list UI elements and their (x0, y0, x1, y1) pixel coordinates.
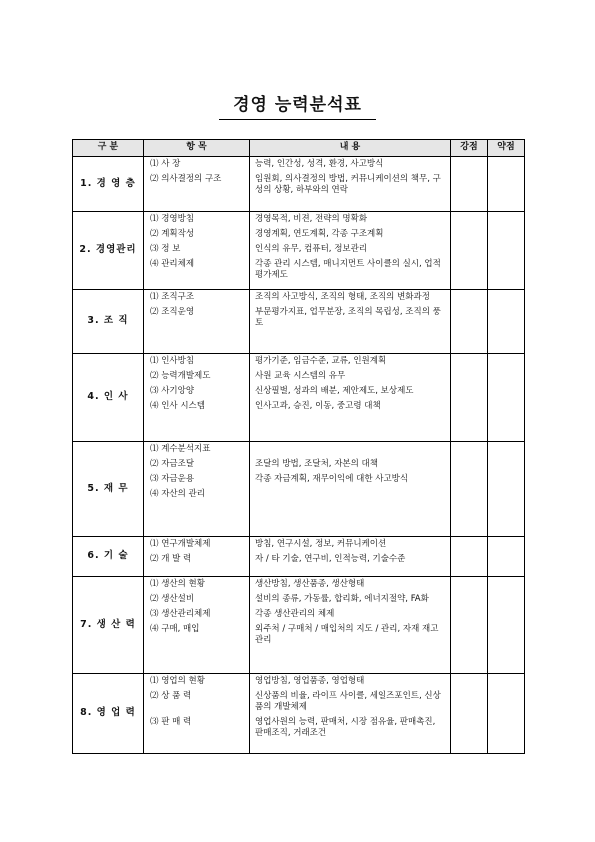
item-content: 자 / 타 기술, 연구비, 인적능력, 기술수준 (255, 554, 406, 564)
weakness-cell[interactable] (488, 442, 525, 537)
header-category: 구 분 (73, 140, 144, 157)
item-content (250, 487, 450, 502)
item-label: ⑴ 사 장 (150, 159, 181, 169)
item-label: ⑴ 영업의 현황 (150, 676, 205, 686)
section-items (144, 290, 250, 354)
item-label: ⑴ 경영방침 (150, 214, 195, 224)
weakness-cell[interactable] (488, 212, 525, 290)
item-content: 인사고과, 승진, 이동, 중고령 대책 (255, 401, 381, 411)
weakness-cell[interactable] (488, 537, 525, 577)
item-content: 조직의 사고방식, 조직의 형태, 조직의 변화과정 (255, 292, 430, 302)
item-label: ⑴ 연구개발체제 (150, 539, 211, 549)
section-items (144, 577, 250, 674)
item-label: ⑵ 상 품 력 (150, 691, 192, 701)
item-content: 부문평가지표, 업무분장, 조직의 목립성, 조직의 풍토 (255, 307, 441, 329)
item-label: ⑷ 구매, 매입 (150, 624, 200, 634)
section-contents (250, 674, 451, 754)
item-label: ⑵ 의사결정의 구조 (150, 174, 222, 184)
item-content: 인식의 유무, 컴퓨터, 정보관리 (255, 244, 368, 254)
section-items (144, 354, 250, 442)
section-row (73, 354, 525, 442)
section-row (73, 674, 525, 754)
item-content: 각종 생산관리의 체제 (255, 609, 335, 619)
section-row (73, 157, 525, 212)
item-label: ⑷ 관리체제 (150, 259, 195, 269)
strength-cell[interactable] (451, 212, 488, 290)
section-category: 8. 영 업 력 (73, 674, 144, 754)
item-label: ⑷ 자산의 관리 (150, 489, 205, 499)
table-body (73, 157, 525, 754)
item-content: 각종 관리 시스템, 매니지먼트 사이클의 실시, 업적평가제도 (255, 259, 441, 281)
analysis-table (72, 139, 525, 754)
item-label: ⑶ 판 매 력 (150, 717, 192, 727)
section-contents (250, 354, 451, 442)
document-title: 경영 능력분석표 (219, 90, 376, 120)
section-contents (250, 290, 451, 354)
item-content: 생산방침, 생산품종, 생산형태 (255, 579, 365, 589)
item-content: 평가기준, 임금수준, 교류, 인원계획 (255, 356, 387, 366)
strength-cell[interactable] (451, 577, 488, 674)
section-row (73, 290, 525, 354)
section-row (73, 212, 525, 290)
section-items (144, 442, 250, 537)
item-content: 경영목적, 비젼, 전략의 명확화 (255, 214, 368, 224)
section-contents (250, 157, 451, 212)
item-label: ⑵ 능력개발제도 (150, 371, 211, 381)
section-items (144, 674, 250, 754)
item-label: ⑶ 자금운용 (150, 474, 195, 484)
item-content: 임원회, 의사결정의 방법, 커뮤니케이션의 책무, 구성의 상황, 하부와의 연락 (255, 174, 441, 196)
section-contents (250, 442, 451, 537)
item-label: ⑷ 인사 시스템 (150, 401, 205, 411)
weakness-cell[interactable] (488, 577, 525, 674)
item-label: ⑵ 계획작성 (150, 229, 195, 239)
section-contents (250, 212, 451, 290)
item-label: ⑶ 생산관리체제 (150, 609, 211, 619)
item-content: 영업방침, 영업품종, 영업형태 (255, 676, 365, 686)
item-content: 영업사원의 능력, 판매처, 시장 점유율, 판매촉진, 판매조직, 거래조건 (255, 717, 436, 739)
section-items (144, 537, 250, 577)
section-category: 6. 기 술 (73, 537, 144, 577)
weakness-cell[interactable] (488, 157, 525, 212)
header-strength: 강점 (451, 140, 488, 157)
item-label: ⑵ 조직운영 (150, 307, 195, 317)
section-items (144, 212, 250, 290)
item-content: 신상필벌, 성과의 배분, 제안제도, 보상제도 (255, 386, 414, 396)
strength-cell[interactable] (451, 290, 488, 354)
item-content: 경영계획, 연도계획, 각종 구조계획 (255, 229, 384, 239)
strength-cell[interactable] (451, 157, 488, 212)
weakness-cell[interactable] (488, 290, 525, 354)
section-category: 4. 인 사 (73, 354, 144, 442)
header-item: 항 목 (144, 140, 250, 157)
item-content: 방침, 연구시설, 정보, 커뮤니케이션 (255, 539, 387, 549)
item-label: ⑶ 사기앙양 (150, 386, 195, 396)
header-weakness: 약점 (488, 140, 525, 157)
strength-cell[interactable] (451, 354, 488, 442)
item-content: 외주처 / 구매처 / 매입처의 지도 / 관리, 자재 재고관리 (255, 624, 439, 646)
item-content: 신상품의 비율, 라이프 사이클, 세일즈포인트, 신상품의 개발체제 (255, 691, 441, 713)
section-category: 3. 조 직 (73, 290, 144, 354)
item-label: ⑶ 정 보 (150, 244, 181, 254)
item-content: 능력, 인간성, 성격, 환경, 사고방식 (255, 159, 384, 169)
section-category: 2. 경영관리 (73, 212, 144, 290)
item-label: ⑵ 생산설비 (150, 594, 195, 604)
item-content: 조달의 방법, 조달처, 자본의 대책 (255, 459, 378, 469)
item-label: ⑴ 인사방침 (150, 356, 195, 366)
weakness-cell[interactable] (488, 354, 525, 442)
section-row (73, 537, 525, 577)
section-category: 7. 생 산 력 (73, 577, 144, 674)
section-items (144, 157, 250, 212)
item-label: ⑴ 생산의 현황 (150, 579, 205, 589)
strength-cell[interactable] (451, 537, 488, 577)
section-row (73, 442, 525, 537)
strength-cell[interactable] (451, 674, 488, 754)
item-label: ⑴ 계수분석지표 (150, 444, 211, 454)
section-contents (250, 577, 451, 674)
item-label: ⑵ 개 발 력 (150, 554, 192, 564)
item-content (250, 442, 450, 457)
section-row (73, 577, 525, 674)
item-content: 각종 자금계획, 재무이익에 대한 사고방식 (255, 474, 409, 484)
item-content: 사원 교육 시스템의 유무 (255, 371, 346, 381)
section-contents (250, 537, 451, 577)
weakness-cell[interactable] (488, 674, 525, 754)
item-label: ⑴ 조직구조 (150, 292, 195, 302)
item-label: ⑵ 자금조달 (150, 459, 195, 469)
table-header-row (73, 140, 525, 157)
item-content: 설비의 종류, 가동률, 합리화, 에너지절약, FA화 (255, 594, 429, 604)
strength-cell[interactable] (451, 442, 488, 537)
section-category: 5. 재 무 (73, 442, 144, 537)
header-content: 내 용 (250, 140, 451, 157)
section-category: 1. 경 영 층 (73, 157, 144, 212)
title-wrap (0, 90, 595, 120)
